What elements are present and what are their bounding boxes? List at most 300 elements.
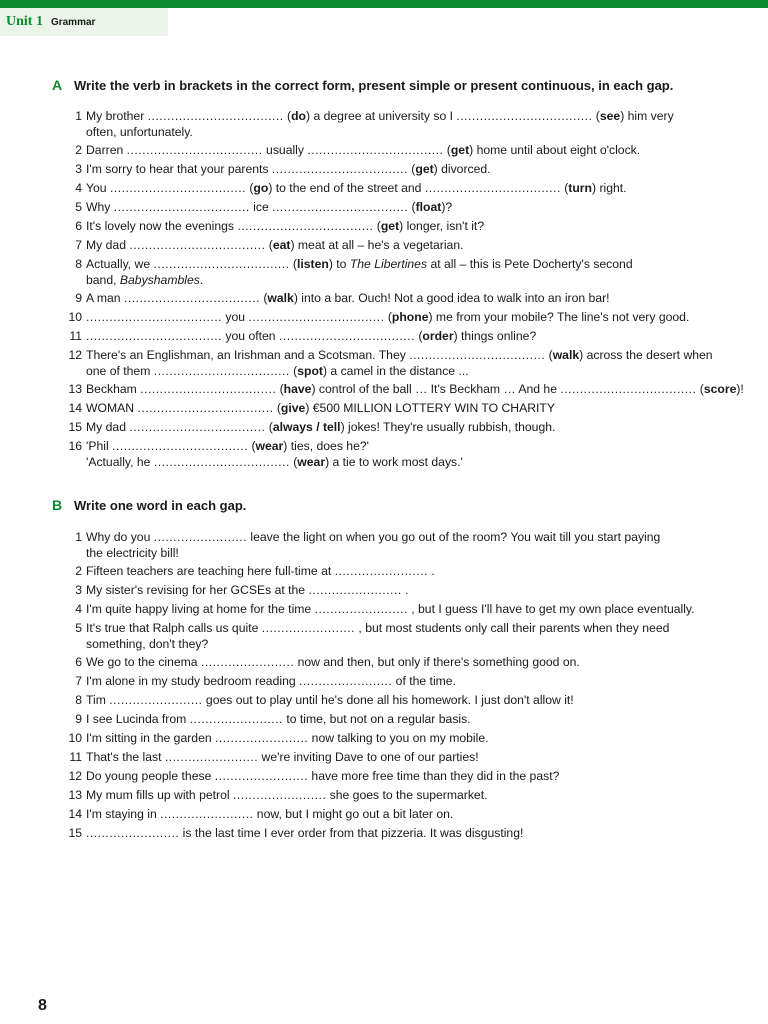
exercise-item	[56, 826, 716, 842]
item-text	[86, 257, 716, 288]
item-text-segment: .	[199, 272, 204, 287]
item-text-segment: It's lovely now the evenings	[86, 219, 238, 233]
item-line	[86, 546, 716, 562]
item-text-segment: usually	[262, 143, 308, 157]
item-text-segment: That's the last	[86, 750, 165, 764]
item-text	[86, 200, 716, 216]
item-line	[86, 637, 716, 653]
item-text	[86, 731, 716, 747]
verb-prompt: give	[280, 401, 306, 415]
item-line	[86, 219, 716, 235]
item-text-segment: (	[545, 348, 553, 362]
answer-gap: ...................................	[424, 181, 561, 195]
exercise-item	[56, 439, 716, 470]
item-line	[86, 382, 744, 398]
answer-gap: ........................	[299, 674, 393, 688]
verb-prompt: order	[422, 329, 454, 343]
item-text-segment: (	[265, 420, 273, 434]
item-line	[86, 439, 716, 455]
italic-title: Babyshambles	[119, 272, 200, 287]
item-text-segment: ) €500 MILLION LOTTERY WIN TO CHARITY	[305, 401, 555, 415]
item-text-segment: you	[222, 310, 249, 324]
answer-gap: ...................................	[86, 310, 223, 324]
italic-title: The Libertines	[349, 257, 428, 271]
exercise-item	[56, 530, 716, 561]
unit-header-tab	[0, 8, 168, 36]
item-text	[86, 181, 716, 197]
verb-prompt: always / tell	[272, 420, 341, 434]
item-text-segment: (	[245, 181, 254, 195]
item-line	[86, 564, 716, 580]
answer-gap: ...................................	[272, 200, 409, 214]
item-line	[86, 162, 716, 178]
item-text-segment: ) control of the ball … It's Beckham … And he	[311, 382, 561, 396]
item-number: 1	[75, 109, 82, 123]
verb-prompt: walk	[267, 291, 294, 305]
item-number: 1	[75, 530, 82, 544]
item-number: 3	[75, 162, 82, 176]
item-text-segment: now and then, but only if there's something good on.	[294, 655, 580, 669]
item-text-segment: (	[273, 401, 281, 415]
item-text	[86, 420, 716, 436]
answer-gap: ........................	[153, 530, 248, 544]
item-number: 12	[68, 769, 82, 783]
verb-prompt: eat	[272, 238, 291, 252]
verb-prompt: float	[415, 200, 442, 214]
item-text-segment: Darren	[86, 143, 127, 157]
unit-label: Unit 1	[6, 14, 43, 29]
item-text-segment: (	[443, 143, 451, 157]
exercise-item	[56, 769, 716, 785]
item-text-segment: ) divorced.	[433, 162, 491, 176]
item-line	[86, 788, 716, 804]
verb-prompt: get	[380, 219, 400, 233]
answer-gap: ...................................	[129, 420, 266, 434]
exercise-item	[56, 291, 716, 307]
item-text-segment: We go to the cinema	[86, 655, 201, 669]
item-line	[86, 530, 716, 546]
exercise-item	[56, 109, 716, 140]
exercise-item	[56, 564, 716, 580]
item-line	[86, 674, 716, 690]
exercise-item	[56, 583, 716, 599]
item-line	[86, 769, 716, 785]
item-text-segment: (	[276, 382, 284, 396]
item-text-segment: ) me from your mobile? The line's not very good.	[428, 310, 690, 324]
verb-prompt: walk	[552, 348, 580, 362]
item-number: 7	[75, 238, 82, 252]
answer-gap: ...................................	[248, 310, 385, 324]
verb-prompt: turn	[568, 181, 592, 195]
item-line	[86, 750, 716, 766]
item-line	[86, 583, 716, 599]
item-text-segment: , but most students only call their parents when they need	[355, 621, 670, 635]
item-text-segment: 'Actually, he	[86, 454, 154, 469]
answer-gap: ...................................	[86, 329, 223, 343]
answer-gap: ........................	[189, 712, 283, 726]
item-text-segment: now, but I might go out a bit later on.	[253, 807, 454, 821]
verb-prompt: listen	[296, 257, 329, 271]
answer-gap: ........................	[215, 731, 309, 745]
exercise-item	[56, 238, 716, 254]
answer-gap: ........................	[200, 655, 295, 669]
item-number: 14	[68, 807, 82, 821]
exercise-item	[56, 621, 716, 652]
item-text	[86, 401, 716, 417]
verb-prompt: spot	[297, 363, 323, 378]
item-text	[86, 674, 716, 690]
exercise-item	[56, 750, 716, 766]
item-text	[86, 655, 716, 671]
item-text-segment: .	[427, 564, 435, 578]
item-line	[86, 731, 716, 747]
item-text-segment: (	[265, 238, 273, 252]
item-text-segment: 'Phil	[86, 439, 113, 453]
item-number: 15	[68, 420, 82, 434]
item-text-segment: (	[408, 200, 416, 214]
item-number: 11	[69, 750, 82, 764]
item-text	[86, 693, 716, 709]
exercise-item	[56, 731, 716, 747]
item-number: 2	[75, 564, 82, 578]
answer-gap: ........................	[164, 750, 259, 764]
item-text-segment: ) jokes! They're usually rubbish, though.	[340, 420, 556, 434]
exercise-a-letter: A	[52, 77, 63, 93]
item-text-segment: ) things online?	[453, 329, 537, 343]
item-text-segment: at all – this is Pete Docherty's second	[427, 257, 633, 271]
item-text-segment: (	[289, 257, 297, 271]
answer-gap: ...................................	[456, 109, 593, 123]
item-text-segment: of the time.	[392, 674, 456, 688]
exercise-b-instruction: Write one word in each gap.	[74, 498, 247, 513]
item-text-segment: It's true that Ralph calls us quite	[86, 621, 262, 635]
exercise-item	[56, 655, 716, 671]
item-text-segment: ) him very	[620, 109, 674, 123]
item-text-segment: ) home until about eight o'clock.	[469, 143, 641, 157]
item-text-segment: Why	[86, 200, 114, 214]
answer-gap: ...................................	[137, 401, 274, 415]
item-text-segment: I'm quite happy living at home for the time	[86, 602, 315, 616]
item-text-segment: ) across the desert when	[579, 348, 713, 362]
item-text	[86, 530, 716, 561]
item-text-segment: (	[289, 363, 298, 378]
item-number: 7	[75, 674, 82, 688]
item-text-segment: (	[696, 382, 704, 396]
item-text	[86, 162, 716, 178]
exercise-item	[56, 401, 716, 417]
item-text	[86, 602, 716, 618]
answer-gap: ...................................	[112, 439, 249, 453]
item-number: 4	[75, 602, 82, 616]
item-text	[86, 382, 744, 398]
item-text-segment: the electricity bill!	[86, 545, 179, 560]
exercise-item	[56, 310, 716, 326]
item-text-segment: I'm alone in my study bedroom reading	[86, 674, 300, 688]
item-number: 13	[68, 788, 82, 802]
item-text-segment: , but I guess I'll have to get my own place eventually.	[407, 602, 695, 616]
item-text-segment: ) a tie to work most days.'	[325, 454, 463, 469]
item-text	[86, 826, 716, 842]
item-text-segment: I see Lucinda from	[86, 712, 190, 726]
item-number: 15	[68, 826, 82, 840]
item-text-segment: (	[407, 162, 416, 176]
exercise-item	[56, 602, 716, 618]
answer-gap: ...................................	[307, 143, 444, 157]
item-number: 12	[68, 348, 82, 362]
item-line	[86, 807, 716, 823]
item-text	[86, 583, 716, 599]
exercise-item	[56, 420, 716, 436]
item-text	[86, 310, 716, 326]
item-line	[86, 310, 716, 326]
item-number: 14	[68, 401, 82, 415]
item-text-segment: ) to	[328, 257, 350, 271]
item-line	[86, 655, 716, 671]
item-text-segment: My dad	[86, 238, 130, 252]
item-text-segment: (	[592, 109, 600, 123]
answer-gap: ...................................	[140, 382, 277, 396]
item-line	[86, 693, 716, 709]
item-text-segment: (	[384, 310, 392, 324]
item-number: 5	[75, 200, 82, 214]
verb-prompt: do	[291, 109, 306, 123]
item-text-segment: band,	[86, 272, 120, 287]
item-text-segment: I'm staying in	[86, 807, 161, 821]
item-number: 4	[75, 181, 82, 195]
answer-gap: ...................................	[560, 382, 697, 396]
verb-prompt: wear	[255, 439, 284, 453]
item-line	[86, 257, 716, 273]
exercise-b-letter: B	[52, 497, 63, 513]
item-text-segment: goes out to play until he's done all his homework. I just don't allow it!	[202, 693, 574, 707]
exercise-item	[56, 181, 716, 197]
exercise-item	[56, 143, 716, 159]
item-text-segment: My brother	[86, 109, 148, 123]
item-text-segment: My dad	[86, 420, 130, 434]
exercise-item	[56, 348, 716, 379]
item-text-segment: ) right.	[592, 181, 627, 195]
item-line	[86, 621, 716, 637]
item-line	[86, 291, 716, 307]
item-text-segment: ice	[249, 200, 273, 214]
answer-gap: ...................................	[153, 363, 290, 378]
item-line	[86, 109, 716, 125]
answer-gap: ........................	[214, 769, 309, 783]
item-text-segment: (	[373, 219, 381, 233]
item-text-segment: ) longer, isn't it?	[399, 219, 485, 233]
item-text-segment: Actually, we	[86, 257, 154, 271]
answer-gap: ........................	[86, 826, 180, 840]
item-text	[86, 712, 716, 728]
exercise-item	[56, 674, 716, 690]
item-line	[86, 826, 716, 842]
item-text-segment: ) a camel in the distance ...	[322, 363, 469, 378]
item-line	[86, 455, 716, 471]
item-text-segment: ) to the end of the street and	[268, 181, 425, 195]
item-text-segment: (	[248, 439, 256, 453]
item-number: 10	[68, 310, 82, 324]
item-text-segment: WOMAN	[86, 401, 138, 415]
answer-gap: ........................	[314, 602, 408, 616]
item-text-segment: often, unfortunately.	[86, 124, 193, 139]
item-number: 13	[68, 382, 82, 396]
item-text-segment: ) ties, does he?'	[283, 439, 369, 453]
exercise-item	[56, 162, 716, 178]
item-number: 5	[75, 621, 82, 635]
item-text	[86, 219, 716, 235]
item-line	[86, 200, 716, 216]
item-number: 11	[69, 329, 82, 343]
item-line	[86, 273, 716, 289]
item-text-segment: one of them	[86, 363, 154, 378]
item-text-segment: My sister's revising for her GCSEs at the	[86, 583, 309, 597]
item-text	[86, 621, 716, 652]
item-text	[86, 329, 716, 345]
item-text	[86, 143, 716, 159]
item-line	[86, 602, 716, 618]
item-text	[86, 348, 716, 379]
item-number: 9	[75, 712, 82, 726]
item-text-segment: Do young people these	[86, 769, 215, 783]
item-text-segment: There's an Englishman, an Irishman and a Scotsman. They	[86, 348, 410, 362]
item-text-segment: (	[283, 109, 292, 123]
exercise-b-heading	[52, 497, 246, 513]
exercise-item	[56, 712, 716, 728]
item-text-segment: )?	[441, 200, 453, 214]
verb-prompt: wear	[297, 454, 326, 469]
item-text-segment: is the last time I ever order from that pizzeria. It was disgusting!	[179, 826, 524, 840]
answer-gap: ...................................	[153, 454, 290, 469]
item-line	[86, 364, 716, 380]
item-number: 2	[75, 143, 82, 157]
item-line	[86, 401, 716, 417]
top-accent-bar	[0, 0, 768, 8]
answer-gap: ...................................	[113, 200, 250, 214]
item-line	[86, 348, 716, 364]
item-line	[86, 420, 716, 436]
verb-prompt: have	[283, 382, 312, 396]
item-text	[86, 291, 716, 307]
exercise-item	[56, 329, 716, 345]
answer-gap: ........................	[160, 807, 254, 821]
item-text	[86, 807, 716, 823]
item-text-segment: (	[259, 291, 268, 305]
exercise-item	[56, 788, 716, 804]
item-text	[86, 238, 716, 254]
item-text-segment: something, don't they?	[86, 636, 209, 651]
verb-prompt: see	[599, 109, 621, 123]
exercise-a-instruction: Write the verb in brackets in the correct form, present simple or present continuous, in each gap.	[74, 78, 674, 93]
item-text	[86, 109, 716, 140]
item-text-segment: ) into a bar. Ouch! Not a good idea to walk into an iron bar!	[293, 291, 610, 305]
item-line	[86, 125, 716, 141]
exercise-item	[56, 219, 716, 235]
answer-gap: ...................................	[147, 109, 284, 123]
exercise-a-heading	[52, 77, 673, 93]
answer-gap: ...................................	[109, 181, 246, 195]
item-line	[86, 712, 716, 728]
verb-prompt: get	[415, 162, 434, 176]
exercise-item	[56, 200, 716, 216]
answer-gap: ...................................	[123, 291, 260, 305]
item-text-segment: A man	[86, 291, 124, 305]
item-text	[86, 439, 716, 470]
answer-gap: ...................................	[129, 238, 266, 252]
item-text	[86, 564, 716, 580]
page-number: 8	[38, 997, 47, 1014]
item-text	[86, 769, 716, 785]
item-number: 10	[68, 731, 82, 745]
item-text-segment: leave the light on when you go out of the room? You wait till you start paying	[247, 530, 661, 544]
item-text-segment: you often	[222, 329, 279, 343]
item-text-segment: Why do you	[86, 530, 154, 544]
item-text-segment: have more free time than they did in the past?	[308, 769, 560, 783]
item-number: 9	[75, 291, 82, 305]
item-text	[86, 750, 716, 766]
exercise-item	[56, 807, 716, 823]
answer-gap: ........................	[261, 621, 356, 635]
item-line	[86, 238, 716, 254]
item-text-segment: to time, but not on a regular basis.	[282, 712, 471, 726]
exercise-item	[56, 693, 716, 709]
verb-prompt: score	[703, 382, 737, 396]
item-text-segment: You	[86, 181, 110, 195]
item-number: 8	[75, 693, 82, 707]
item-number: 6	[75, 655, 82, 669]
item-text-segment: (	[560, 181, 569, 195]
verb-prompt: go	[253, 181, 269, 195]
verb-prompt: phone	[391, 310, 429, 324]
item-text-segment: Tim	[86, 693, 110, 707]
item-text-segment: (	[414, 329, 423, 343]
item-text-segment: now talking to you on my mobile.	[308, 731, 489, 745]
item-text-segment: My mum fills up with petrol	[86, 788, 233, 802]
item-line	[86, 143, 716, 159]
exercise-item	[56, 382, 744, 398]
item-text	[86, 788, 716, 804]
item-text-segment: .	[401, 583, 409, 597]
item-line	[86, 329, 716, 345]
answer-gap: ...................................	[271, 162, 408, 176]
item-line	[86, 181, 716, 197]
answer-gap: ...................................	[409, 348, 546, 362]
item-text-segment: I'm sitting in the garden	[86, 731, 216, 745]
answer-gap: ........................	[308, 583, 402, 597]
item-number: 3	[75, 583, 82, 597]
item-text-segment: Fifteen teachers are teaching here full-time at	[86, 564, 335, 578]
item-text-segment: I'm sorry to hear that your parents	[86, 162, 272, 176]
item-number: 6	[75, 219, 82, 233]
answer-gap: ...................................	[237, 219, 374, 233]
item-text-segment: )!	[736, 382, 744, 396]
item-number: 8	[75, 257, 82, 271]
answer-gap: ...................................	[126, 143, 263, 157]
exercise-item	[56, 257, 716, 288]
item-text-segment: she goes to the supermarket.	[326, 788, 488, 802]
item-text-segment: ) a degree at university so I	[306, 109, 457, 123]
item-text-segment: we're inviting Dave to one of our parties!	[258, 750, 479, 764]
item-text-segment: ) meat at all – he's a vegetarian.	[290, 238, 464, 252]
answer-gap: ........................	[334, 564, 428, 578]
answer-gap: ........................	[232, 788, 327, 802]
item-text-segment: Beckham	[86, 382, 141, 396]
answer-gap: ........................	[109, 693, 203, 707]
answer-gap: ...................................	[278, 329, 415, 343]
answer-gap: ...................................	[153, 257, 290, 271]
section-label: Grammar	[50, 16, 96, 28]
verb-prompt: get	[450, 143, 470, 157]
item-number: 16	[68, 439, 82, 453]
